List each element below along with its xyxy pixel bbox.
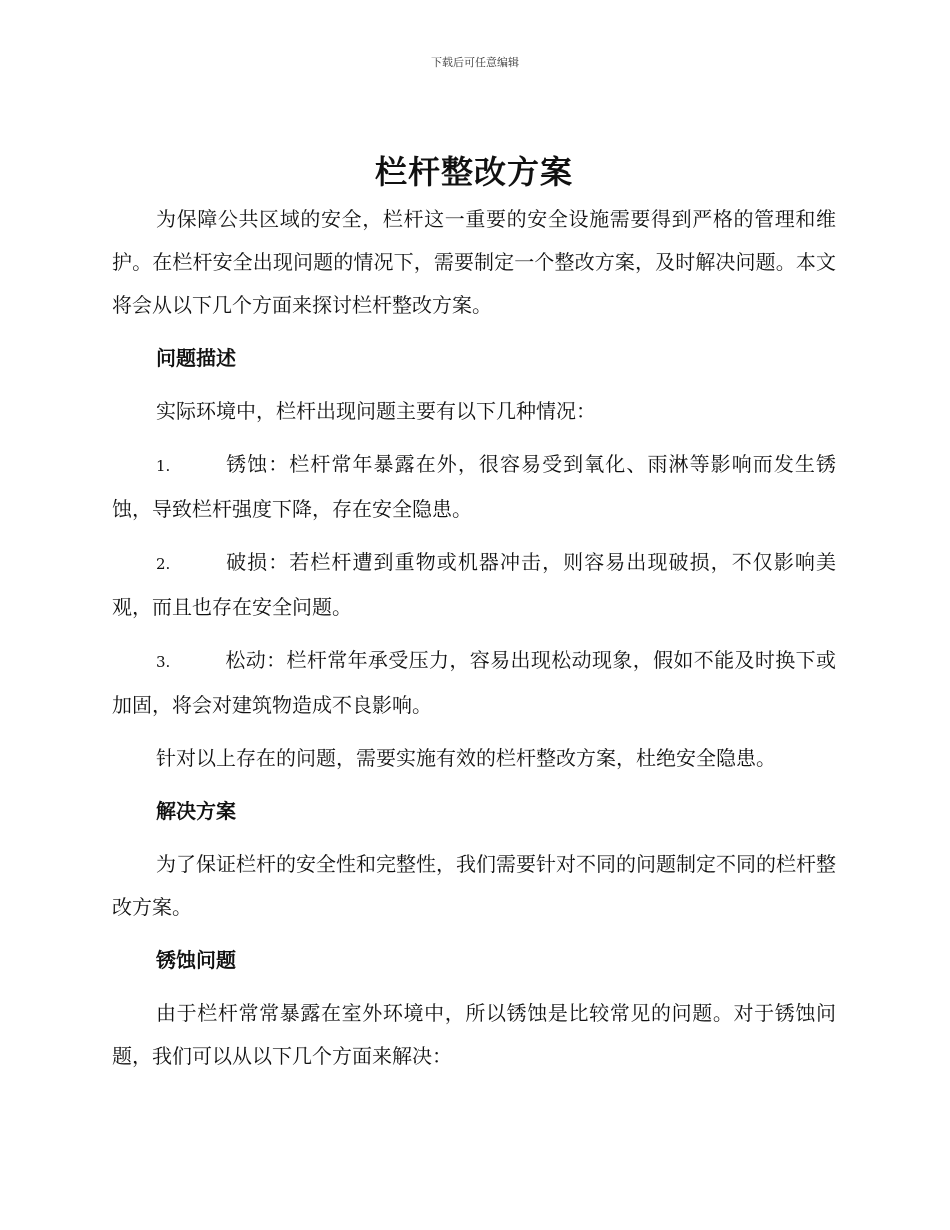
problem-lead-paragraph: 实际环境中，栏杆出现问题主要有以下几种情况： (156, 399, 596, 423)
document-body (112, 150, 836, 1078)
section-heading-rust: 锈蚀问题 (156, 948, 236, 972)
list-item-text: 松动：栏杆常年承受压力，容易出现松动现象，假如不能及时换下或加固，将会对建筑物造成不良影响。 (112, 648, 836, 717)
list-number: 3. (156, 653, 171, 671)
section-heading-solution: 解决方案 (156, 799, 236, 823)
rust-paragraph: 由于栏杆常常暴露在室外环境中，所以锈蚀是比较常见的问题。对于锈蚀问题，我们可以从以下几个方面来解决： (112, 1001, 836, 1068)
list-item (112, 639, 836, 727)
list-number: 1. (156, 457, 171, 475)
header-note: 下载后可任意编辑 (431, 56, 519, 69)
list-item (112, 541, 836, 629)
list-item-text: 破损：若栏杆遭到重物或机器冲击，则容易出现破损，不仅影响美观，而且也存在安全问题。 (112, 550, 836, 619)
section-heading-problem: 问题描述 (156, 346, 236, 370)
intro-paragraph: 为保障公共区域的安全，栏杆这一重要的安全设施需要得到严格的管理和维护。在栏杆安全出现问题的情况下，需要制定一个整改方案，及时解决问题。本文将会从以下几个方面来探讨栏杆整改方案。 (112, 207, 836, 317)
document-title: 栏杆整改方案 (374, 153, 573, 191)
solution-paragraph: 为了保证栏杆的安全性和完整性，我们需要针对不同的问题制定不同的栏杆整改方案。 (112, 852, 836, 919)
problem-closing-paragraph: 针对以上存在的问题，需要实施有效的栏杆整改方案，杜绝安全隐患。 (156, 746, 776, 770)
list-item-text: 锈蚀：栏杆常年暴露在外，很容易受到氧化、雨淋等影响而发生锈蚀，导致栏杆强度下降，存在安全隐患。 (112, 452, 836, 521)
list-number: 2. (156, 555, 171, 573)
list-item (112, 443, 836, 531)
